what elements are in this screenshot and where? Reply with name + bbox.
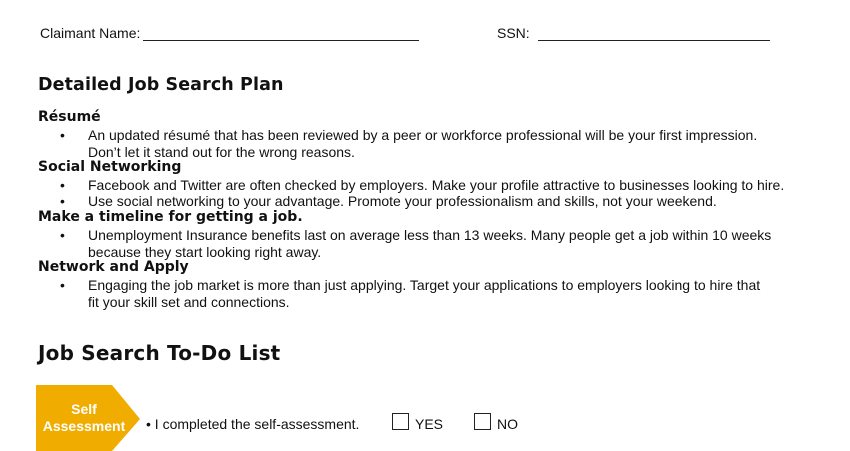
section-heading-network-apply: Network and Apply [38, 259, 189, 275]
bullet-marker: • [60, 227, 65, 243]
section-heading-timeline: Make a timeline for getting a job. [38, 209, 303, 225]
ssn-field[interactable] [538, 40, 770, 41]
no-label: NO [497, 416, 518, 432]
todo-item-self-assessment: • I completed the self-assessment. [146, 416, 360, 432]
badge-label-line2: Assessment [42, 418, 126, 434]
ssn-label: SSN: [497, 25, 530, 41]
badge-label [36, 401, 132, 435]
badge-label-line1: Self [71, 401, 97, 417]
no-checkbox[interactable] [474, 413, 491, 430]
list-item: Unemployment Insurance benefits last on average less than 13 weeks. Many people get a job within 10 weeks because they start looking right away. [88, 227, 772, 260]
list-item: Use social networking to your advantage. Promote your professionalism and skills, not your weekend. [88, 193, 717, 209]
list-item: Engaging the job market is more than just applying. Target your applications to employers looking to hire that fit your skill set and connections. [88, 277, 761, 310]
claimant-name-label: Claimant Name: [40, 25, 141, 41]
bullet-marker: • [60, 177, 65, 193]
yes-label: YES [415, 416, 444, 432]
todo-title: Job Search To-Do List [38, 341, 281, 365]
claimant-name-field[interactable] [143, 40, 419, 41]
bullet-marker: • [60, 127, 65, 143]
list-item: An updated résumé that has been reviewed by a peer or workforce professional will be your first impression. Don’t let it stand out for the wrong reasons. [88, 127, 758, 160]
plan-title: Detailed Job Search Plan [38, 75, 284, 95]
bullet-marker: • [60, 193, 65, 209]
section-heading-resume: Résumé [38, 109, 101, 125]
section-heading-social-networking: Social Networking [38, 159, 182, 175]
yes-checkbox[interactable] [392, 413, 409, 430]
bullet-marker: • [60, 277, 65, 293]
list-item: Facebook and Twitter are often checked by employers. Make your profile attractive to businesses looking to hire. [88, 177, 785, 193]
